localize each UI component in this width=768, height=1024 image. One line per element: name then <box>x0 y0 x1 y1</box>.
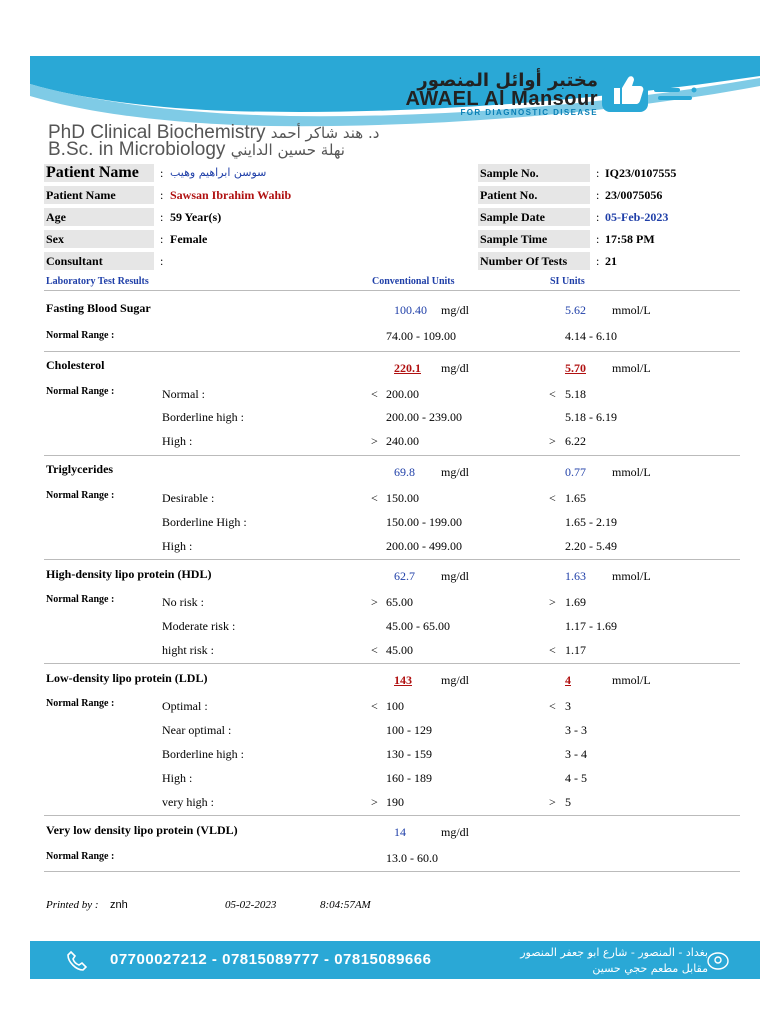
si-result: 1.63 <box>565 569 586 583</box>
lab-name-arabic: مختبر أوائل المنصور <box>417 70 598 91</box>
conventional-result: 100.40 <box>394 303 427 317</box>
phone-icon <box>66 950 88 972</box>
si-result-high: 4 <box>565 673 571 687</box>
range-operator: > <box>549 434 556 448</box>
range-label: No risk : <box>162 595 204 609</box>
print-date: 05-02-2023 <box>225 899 277 911</box>
conventional-unit: mg/dl <box>441 825 470 839</box>
normal-range-label: Normal Range : <box>46 490 115 501</box>
range-si: 1.17 - 1.69 <box>565 619 617 633</box>
range-operator: < <box>549 699 556 713</box>
range-si: 5 <box>565 795 571 809</box>
si-unit: mmol/L <box>612 361 651 375</box>
divider <box>44 455 740 456</box>
num-tests-label: Number Of Tests <box>478 252 590 270</box>
range-label: hight risk : <box>162 643 215 657</box>
range-conventional: 190 <box>386 795 404 809</box>
range-conventional: 200.00 - 239.00 <box>386 410 462 424</box>
si-unit: mmol/L <box>612 673 651 687</box>
print-time: 8:04:57AM <box>320 899 371 911</box>
range-conventional: 45.00 <box>386 643 413 657</box>
colon: : <box>596 232 600 246</box>
range-label: Borderline high : <box>162 747 244 761</box>
range-operator: < <box>371 387 378 401</box>
divider <box>44 290 740 291</box>
normal-range-label: Normal Range : <box>46 698 115 709</box>
doctor-2-degree: B.Sc. in Microbiology <box>48 139 226 160</box>
range-conventional: 130 - 159 <box>386 747 432 761</box>
range-label: Borderline high : <box>162 410 244 424</box>
colon: : <box>596 188 600 202</box>
range-conventional: 160 - 189 <box>386 771 432 785</box>
test-name: Low-density lipo protein (LDL) <box>46 671 208 685</box>
range-operator: < <box>371 491 378 505</box>
range-si: 1.69 <box>565 595 586 609</box>
range-si: 3 <box>565 699 571 713</box>
range-operator: > <box>549 795 556 809</box>
doctor-2-credentials <box>48 139 345 161</box>
range-label: very high : <box>162 795 214 809</box>
si-unit: mmol/L <box>612 465 651 479</box>
range-operator: < <box>549 491 556 505</box>
patient-name-ar-label: Patient Name <box>44 164 154 182</box>
range-si: 5.18 - 6.19 <box>565 410 617 424</box>
si-result: 5.62 <box>565 303 586 317</box>
normal-range-label: Normal Range : <box>46 594 115 605</box>
range-si: 6.22 <box>565 434 586 448</box>
range-si: 4 - 5 <box>565 771 587 785</box>
conventional-unit: mg/dl <box>441 465 470 479</box>
doctor-1-degree: PhD Clinical Biochemistry <box>48 122 266 143</box>
range-conventional: 74.00 - 109.00 <box>386 329 456 343</box>
range-label: Normal : <box>162 387 205 401</box>
si-units-header: SI Units <box>550 276 585 287</box>
test-name: Fasting Blood Sugar <box>46 301 151 315</box>
normal-range-label: Normal Range : <box>46 851 115 862</box>
range-si: 1.17 <box>565 643 586 657</box>
range-conventional: 100 - 129 <box>386 723 432 737</box>
range-operator: > <box>371 595 378 609</box>
range-label: Borderline High : <box>162 515 247 529</box>
range-conventional: 45.00 - 65.00 <box>386 619 450 633</box>
range-conventional: 150.00 <box>386 491 419 505</box>
range-conventional: 200.00 - 499.00 <box>386 539 462 553</box>
range-label: High : <box>162 434 193 448</box>
printed-by-value: znh <box>110 899 128 911</box>
address-line-2: مقابل مطعم حجي حسين <box>592 962 708 975</box>
conventional-result-high: 220.1 <box>394 361 421 375</box>
divider <box>44 871 740 872</box>
colon: : <box>160 210 164 224</box>
range-operator: > <box>371 434 378 448</box>
test-name: Very low density lipo protein (VLDL) <box>46 823 238 837</box>
range-si: 2.20 - 5.49 <box>565 539 617 553</box>
conventional-units-header: Conventional Units <box>372 276 455 287</box>
conventional-result-high: 143 <box>394 673 412 687</box>
sample-date-value: 05-Feb-2023 <box>605 210 669 224</box>
sample-time-value: 17:58 PM <box>605 232 655 246</box>
si-unit: mmol/L <box>612 303 651 317</box>
test-name: High-density lipo protein (HDL) <box>46 567 212 581</box>
age-value: 59 Year(s) <box>170 210 222 224</box>
range-conventional: 13.0 - 60.0 <box>386 851 438 865</box>
range-label: Near optimal : <box>162 723 232 737</box>
range-conventional: 240.00 <box>386 434 419 448</box>
range-operator: > <box>549 595 556 609</box>
sample-time-label: Sample Time <box>478 230 590 248</box>
range-si: 1.65 <box>565 491 586 505</box>
doctor-1-name: د. هند شاكر أحمد <box>270 124 380 142</box>
normal-range-label: Normal Range : <box>46 330 115 341</box>
range-conventional: 100 <box>386 699 404 713</box>
range-label: Moderate risk : <box>162 619 236 633</box>
conventional-result: 14 <box>394 825 406 839</box>
sample-date-label: Sample Date <box>478 208 590 226</box>
range-operator: < <box>549 387 556 401</box>
colon: : <box>596 210 600 224</box>
range-operator: > <box>371 795 378 809</box>
consultant-label: Consultant <box>44 252 154 270</box>
range-operator: < <box>371 699 378 713</box>
sex-label: Sex <box>44 230 154 248</box>
conventional-unit: mg/dl <box>441 569 470 583</box>
range-label: High : <box>162 539 193 553</box>
normal-range-label: Normal Range : <box>46 386 115 397</box>
divider <box>44 351 740 352</box>
num-tests-value: 21 <box>605 254 617 268</box>
colon: : <box>160 188 164 202</box>
conventional-result: 69.8 <box>394 465 415 479</box>
colon: : <box>596 166 600 180</box>
range-label: Desirable : <box>162 491 215 505</box>
range-label: Optimal : <box>162 699 208 713</box>
range-si: 1.65 - 2.19 <box>565 515 617 529</box>
age-label: Age <box>44 208 154 226</box>
range-si: 3 - 4 <box>565 747 587 761</box>
range-si: 3 - 3 <box>565 723 587 737</box>
colon: : <box>160 232 164 246</box>
sex-value: Female <box>170 232 208 246</box>
range-label: High : <box>162 771 193 785</box>
range-conventional: 200.00 <box>386 387 419 401</box>
address-line-1: بغداد - المنصور - شارع ابو جعفر المنصور <box>520 946 708 959</box>
printed-by-label: Printed by : <box>46 899 99 911</box>
thumbs-up-logo-icon <box>600 64 700 114</box>
range-si: 4.14 - 6.10 <box>565 329 617 343</box>
si-unit: mmol/L <box>612 569 651 583</box>
test-name: Triglycerides <box>46 462 114 476</box>
lab-tagline: FOR DIAGNOSTIC DISEASE <box>460 108 598 117</box>
range-si: 5.18 <box>565 387 586 401</box>
test-name: Cholesterol <box>46 358 105 372</box>
divider <box>44 815 740 816</box>
conventional-unit: mg/dl <box>441 303 470 317</box>
divider <box>44 559 740 560</box>
si-result: 0.77 <box>565 465 586 479</box>
patient-name-label: Patient Name <box>44 186 154 204</box>
range-operator: < <box>371 643 378 657</box>
patient-no-label: Patient No. <box>478 186 590 204</box>
conventional-unit: mg/dl <box>441 361 470 375</box>
sample-no-label: Sample No. <box>478 164 590 182</box>
range-conventional: 150.00 - 199.00 <box>386 515 462 529</box>
phone-numbers: 07700027212 - 07815089777 - 07815089666 <box>110 951 432 968</box>
conventional-result: 62.7 <box>394 569 415 583</box>
divider <box>44 663 740 664</box>
patient-name-arabic: سوسن ابراهيم وهيب <box>170 166 267 179</box>
si-result-high: 5.70 <box>565 361 586 375</box>
patient-name: Sawsan Ibrahim Wahib <box>170 188 292 202</box>
lab-name-english: AWAEL Al Mansour <box>405 88 598 110</box>
colon: : <box>160 254 164 268</box>
patient-no-value: 23/0075056 <box>605 188 663 202</box>
location-pin-icon <box>706 950 730 972</box>
range-conventional: 65.00 <box>386 595 413 609</box>
sample-no-value: IQ23/0107555 <box>605 166 677 180</box>
colon: : <box>160 166 164 180</box>
colon: : <box>596 254 600 268</box>
results-column-header: Laboratory Test Results <box>46 276 149 287</box>
range-operator: < <box>549 643 556 657</box>
conventional-unit: mg/dl <box>441 673 470 687</box>
doctor-2-name: نهلة حسين الدايني <box>230 141 345 159</box>
